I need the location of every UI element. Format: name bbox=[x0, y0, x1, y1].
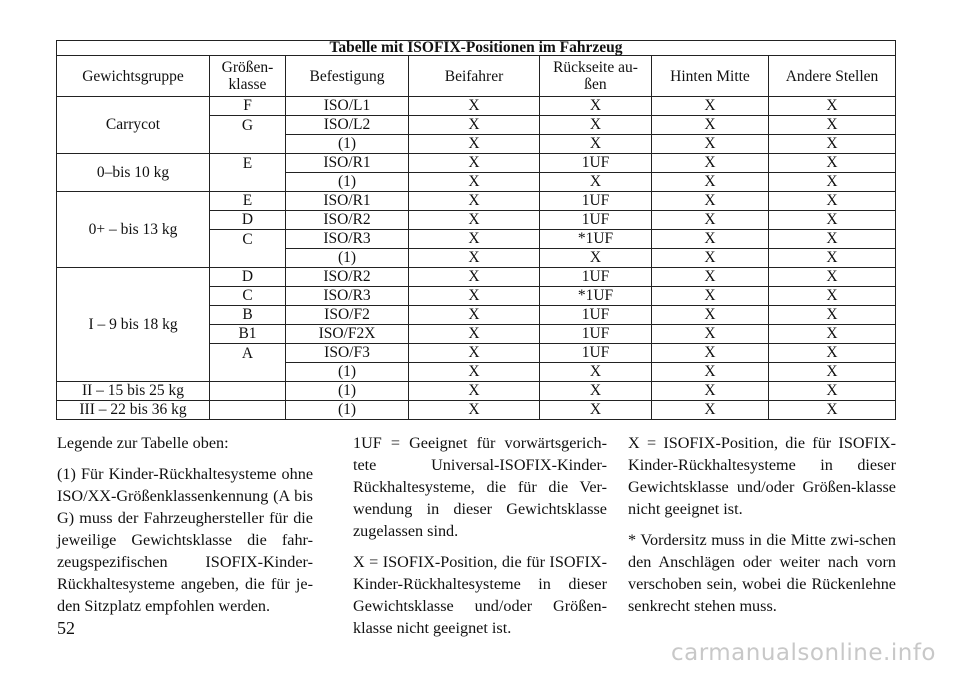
table-cell: ISO/L1 bbox=[286, 97, 409, 116]
table-cell: C bbox=[210, 287, 286, 306]
table-cell bbox=[210, 382, 286, 401]
table-cell: X bbox=[769, 116, 896, 135]
table-cell: X bbox=[409, 287, 540, 306]
legend-column-3 bbox=[628, 432, 896, 626]
legend-note-1: (1) Für Kinder-Rückhaltesysteme ohne ISO/XX-Größenklassenkennung (A bis G) muss der Fahrzeughersteller für die jeweilige Gewichtsklasse die fahr-zeugspezifischen ISOFIX-Kinder-Rückhaltesysteme angeben, die für je-den Sitzplatz empfohlen werden. bbox=[57, 465, 313, 615]
table-cell: X bbox=[769, 173, 896, 192]
table-row bbox=[57, 154, 896, 173]
column-header: Beifahrer bbox=[409, 56, 540, 97]
table-cell: ISO/F3 bbox=[286, 344, 409, 363]
legend-x-col3: X = ISOFIX-Position, die für ISOFIX-Kinder-Rückhaltesysteme in dieser Gewichtsklasse und/oder Größen-klasse nicht geeignet ist. bbox=[628, 434, 896, 518]
table-cell bbox=[210, 401, 286, 420]
table-cell: (1) bbox=[286, 249, 409, 268]
table-cell: X bbox=[409, 154, 540, 173]
table-cell: X bbox=[409, 306, 540, 325]
table-cell: X bbox=[769, 211, 896, 230]
table-cell: X bbox=[769, 382, 896, 401]
table-cell: A bbox=[210, 344, 286, 363]
table-cell: B1 bbox=[210, 325, 286, 344]
table-cell: D bbox=[210, 268, 286, 287]
table-cell: X bbox=[540, 135, 652, 154]
weight-group-cell: I – 9 bis 18 kg bbox=[57, 268, 210, 382]
table-cell: X bbox=[652, 382, 769, 401]
table-header-row bbox=[57, 56, 896, 97]
table-cell: X bbox=[409, 382, 540, 401]
table-cell: ISO/R1 bbox=[286, 192, 409, 211]
column-header: Hinten Mitte bbox=[652, 56, 769, 97]
table-cell: X bbox=[540, 249, 652, 268]
table-row bbox=[57, 401, 896, 420]
table-cell: X bbox=[409, 401, 540, 420]
legend-star: * Vordersitz muss in die Mitte zwi-schen den Anschlägen oder weiter nach vorn verschoben sein, wobei die Rückenlehne senkrecht stehen muss. bbox=[628, 531, 896, 615]
table-cell: X bbox=[769, 363, 896, 382]
weight-group-cell: 0+ – bis 13 kg bbox=[57, 192, 210, 268]
table-cell: X bbox=[769, 287, 896, 306]
table-row bbox=[57, 97, 896, 116]
table-cell: X bbox=[540, 363, 652, 382]
table-cell: ISO/R1 bbox=[286, 154, 409, 173]
table-cell: (1) bbox=[286, 173, 409, 192]
table-cell: ISO/R2 bbox=[286, 268, 409, 287]
table-cell: C bbox=[210, 230, 286, 249]
table-cell: ISO/R2 bbox=[286, 211, 409, 230]
table-cell: X bbox=[409, 325, 540, 344]
table-cell: B bbox=[210, 306, 286, 325]
column-header: Rückseite au- ßen bbox=[540, 56, 652, 97]
table-cell: X bbox=[652, 192, 769, 211]
table-cell: X bbox=[409, 116, 540, 135]
table-cell: X bbox=[769, 97, 896, 116]
table-cell: X bbox=[769, 401, 896, 420]
table-title: Tabelle mit ISOFIX-Positionen im Fahrzeug bbox=[57, 41, 896, 56]
table-cell: E bbox=[210, 154, 286, 173]
table-cell: X bbox=[652, 135, 769, 154]
table-cell: X bbox=[652, 344, 769, 363]
table-cell: ISO/F2X bbox=[286, 325, 409, 344]
table-cell bbox=[210, 135, 286, 154]
column-header: Gewichtsgruppe bbox=[57, 56, 210, 97]
table-cell: X bbox=[409, 173, 540, 192]
table-cell: G bbox=[210, 116, 286, 135]
isofix-table bbox=[56, 40, 896, 420]
table-cell: X bbox=[409, 344, 540, 363]
table-cell: X bbox=[769, 230, 896, 249]
table-cell: *1UF bbox=[540, 287, 652, 306]
weight-group-cell: III – 22 bis 36 kg bbox=[57, 401, 210, 420]
table-cell: ISO/L2 bbox=[286, 116, 409, 135]
table-cell: X bbox=[409, 211, 540, 230]
table-cell: E bbox=[210, 192, 286, 211]
table-cell: X bbox=[409, 97, 540, 116]
table-cell: 1UF bbox=[540, 154, 652, 173]
table-cell: (1) bbox=[286, 363, 409, 382]
table-cell: ISO/F2 bbox=[286, 306, 409, 325]
table-cell: X bbox=[652, 325, 769, 344]
table-cell: X bbox=[652, 287, 769, 306]
table-row bbox=[57, 192, 896, 211]
table-cell: X bbox=[652, 116, 769, 135]
table-cell: X bbox=[409, 363, 540, 382]
table-cell: X bbox=[540, 401, 652, 420]
weight-group-cell: 0–bis 10 kg bbox=[57, 154, 210, 192]
column-header: Andere Stellen bbox=[769, 56, 896, 97]
table-cell: 1UF bbox=[540, 344, 652, 363]
table-cell: X bbox=[409, 230, 540, 249]
table-cell: X bbox=[652, 211, 769, 230]
table-cell: X bbox=[769, 192, 896, 211]
table-row bbox=[57, 268, 896, 287]
table-cell: X bbox=[769, 135, 896, 154]
table-cell: ISO/R3 bbox=[286, 230, 409, 249]
table-cell: X bbox=[769, 344, 896, 363]
table-cell: X bbox=[652, 363, 769, 382]
table-cell: X bbox=[540, 116, 652, 135]
table-cell: (1) bbox=[286, 401, 409, 420]
table-cell: *1UF bbox=[540, 230, 652, 249]
table-cell: X bbox=[652, 173, 769, 192]
table-cell: 1UF bbox=[540, 325, 652, 344]
table-cell: X bbox=[769, 268, 896, 287]
table-cell: X bbox=[652, 154, 769, 173]
table-cell bbox=[210, 249, 286, 268]
table-cell: X bbox=[652, 401, 769, 420]
table-cell: X bbox=[409, 249, 540, 268]
table-cell bbox=[210, 173, 286, 192]
table-cell: 1UF bbox=[540, 211, 652, 230]
table-cell: X bbox=[409, 135, 540, 154]
table-cell: X bbox=[540, 173, 652, 192]
table-cell: D bbox=[210, 211, 286, 230]
legend-x-col2: X = ISOFIX-Position, die für ISOFIX-Kinder-Rückhaltesysteme in dieser Gewichtsklasse und/oder Größen-klasse nicht geeignet ist. bbox=[353, 553, 607, 637]
table-cell: X bbox=[652, 306, 769, 325]
table-row bbox=[57, 382, 896, 401]
table-cell: X bbox=[769, 154, 896, 173]
table-cell bbox=[210, 363, 286, 382]
table-cell: X bbox=[409, 192, 540, 211]
table-cell: (1) bbox=[286, 135, 409, 154]
legend-column-2 bbox=[353, 432, 607, 648]
table-cell: X bbox=[769, 306, 896, 325]
table-cell: ISO/R3 bbox=[286, 287, 409, 306]
legend-column-1 bbox=[57, 432, 313, 626]
table-cell: X bbox=[652, 268, 769, 287]
page-number: 52 bbox=[57, 618, 75, 638]
table-cell: X bbox=[652, 97, 769, 116]
table-cell: 1UF bbox=[540, 192, 652, 211]
weight-group-cell: Carrycot bbox=[57, 97, 210, 154]
watermark: carmanualsonline.info bbox=[670, 640, 936, 666]
table-cell: X bbox=[652, 249, 769, 268]
table-cell: X bbox=[652, 230, 769, 249]
table-cell: 1UF bbox=[540, 268, 652, 287]
table-cell: X bbox=[769, 249, 896, 268]
table-body bbox=[57, 97, 896, 420]
table-cell: 1UF bbox=[540, 306, 652, 325]
table-cell: X bbox=[540, 382, 652, 401]
column-header: Größen- klasse bbox=[210, 56, 286, 97]
legend-title: Legende zur Tabelle oben: bbox=[57, 434, 229, 452]
column-header: Befestigung bbox=[286, 56, 409, 97]
table-cell: (1) bbox=[286, 382, 409, 401]
table-cell: X bbox=[540, 97, 652, 116]
table-cell: X bbox=[409, 268, 540, 287]
weight-group-cell: II – 15 bis 25 kg bbox=[57, 382, 210, 401]
table-cell: F bbox=[210, 97, 286, 116]
legend-1uf: 1UF = Geeignet für vorwärtsgerich-tete Universal-ISOFIX-Kinder-Rückhaltesysteme, die für die Ver-wendung in dieser Gewichtsklasse zugelassen sind. bbox=[353, 434, 607, 540]
table-cell: X bbox=[769, 325, 896, 344]
